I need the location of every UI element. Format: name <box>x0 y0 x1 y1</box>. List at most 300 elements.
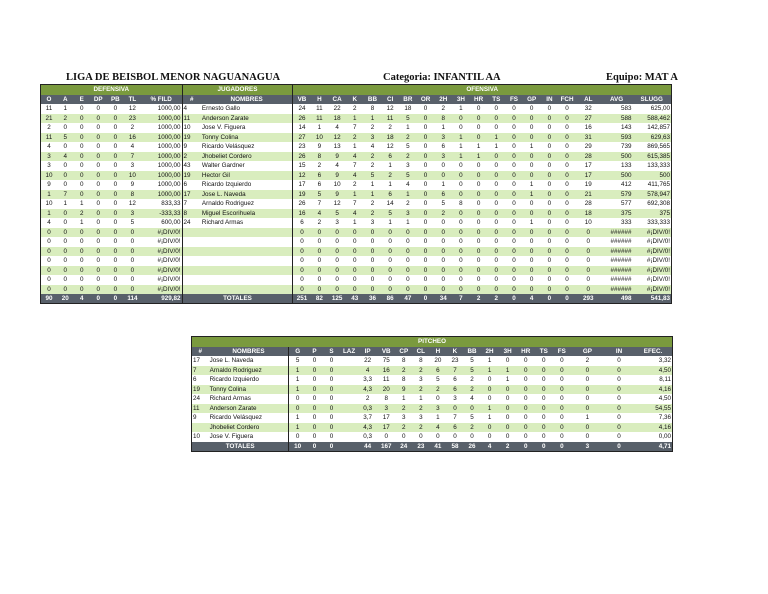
defense-cell: 0 <box>74 161 91 171</box>
offense-cell: 0 <box>452 123 470 133</box>
offense-cell: 0 <box>328 285 346 295</box>
offense-cell: 16 <box>293 209 311 219</box>
col-header: PB <box>107 95 125 104</box>
defense-cell: 0 <box>74 275 91 285</box>
col-header: IP <box>358 347 377 356</box>
pitching-cell: 0 <box>289 404 306 414</box>
player-name-cell: Jhobeliet Cordero <box>201 152 293 162</box>
defense-cell: 10 <box>124 171 141 181</box>
offense-cell: 0 <box>346 285 364 295</box>
offense-cell: 0 <box>487 180 505 190</box>
col-header: 3H <box>452 95 470 104</box>
offense-cell: 0 <box>558 114 576 124</box>
pitcher-name-cell: Jose L. Naveda <box>209 356 289 366</box>
defense-cell: 0 <box>90 133 107 143</box>
offense-cell: 0 <box>541 209 559 219</box>
offense-cell: 869,565 <box>632 142 671 152</box>
offense-cell: 0 <box>523 285 541 295</box>
offense-cell: 1 <box>487 133 505 143</box>
offense-cell: 0 <box>434 218 452 228</box>
col-header: # <box>182 95 201 104</box>
pitching-cell: 0 <box>323 375 340 385</box>
offense-cell: 29 <box>576 142 601 152</box>
col-header: OR <box>417 95 435 104</box>
jersey-number-cell: 11 <box>192 404 209 414</box>
offense-cell: 17 <box>576 171 601 181</box>
offense-cell: 0 <box>417 104 435 114</box>
pitching-cell: 0 <box>571 385 604 395</box>
pitching-cell: 1 <box>481 356 499 366</box>
offense-cell: 6 <box>311 171 329 181</box>
jersey-number-cell: 9 <box>182 142 201 152</box>
offense-cell: 577 <box>601 199 633 209</box>
pitching-cell: 2 <box>412 423 429 433</box>
player-name-cell: Ernesto Gallo <box>201 104 293 114</box>
pitching-cell <box>340 404 358 414</box>
pitching-cell: 3 <box>377 404 395 414</box>
offense-cell: 0 <box>558 199 576 209</box>
defense-cell: 5 <box>57 133 74 143</box>
column-header-row <box>192 347 673 356</box>
pitching-cell: 0 <box>553 385 571 395</box>
offense-cell: 1 <box>381 180 399 190</box>
offense-cell: 0 <box>541 256 559 266</box>
offense-cell: 5 <box>364 171 382 181</box>
offense-cell: 1 <box>523 190 541 200</box>
defense-cell: 0 <box>90 209 107 219</box>
pitching-cell: 0 <box>306 375 323 385</box>
offense-cell: 0 <box>293 237 311 247</box>
offense-cell: 0 <box>434 256 452 266</box>
total-cell: 0 <box>417 294 435 304</box>
defense-cell: -333,33 <box>141 209 182 219</box>
pitching-cell: 2 <box>412 366 429 376</box>
offense-cell: 0 <box>399 237 417 247</box>
offense-cell: 0 <box>487 247 505 257</box>
offense-cell: 0 <box>311 237 329 247</box>
pitching-cell <box>340 413 358 423</box>
pitching-cell: 1 <box>289 385 306 395</box>
defense-cell: 21 <box>41 114 58 124</box>
offense-cell: 0 <box>452 218 470 228</box>
col-header: HR <box>470 95 488 104</box>
pitching-cell: 0 <box>553 413 571 423</box>
total-cell: 167 <box>377 442 395 452</box>
offense-cell: 22 <box>328 104 346 114</box>
offense-cell: 0 <box>417 256 435 266</box>
pitching-cell <box>340 375 358 385</box>
defense-cell: 0 <box>107 237 125 247</box>
pitching-cell: 0 <box>499 404 517 414</box>
offense-cell: #¡DIV/0! <box>632 285 671 295</box>
pitching-cell: 1 <box>289 375 306 385</box>
offense-cell: #¡DIV/0! <box>632 266 671 276</box>
pitching-cell <box>340 385 358 395</box>
offense-cell: 2 <box>399 133 417 143</box>
defense-cell: 0 <box>41 285 58 295</box>
pitching-cell: 4,16 <box>634 423 672 433</box>
offense-cell: 0 <box>417 228 435 238</box>
defense-cell: 0 <box>74 237 91 247</box>
defense-cell: 23 <box>124 114 141 124</box>
offense-cell: 0 <box>505 228 523 238</box>
offense-cell: 6 <box>311 180 329 190</box>
offense-cell: 0 <box>541 190 559 200</box>
offense-cell: 0 <box>417 133 435 143</box>
total-cell: 0 <box>558 294 576 304</box>
offense-cell: 411,765 <box>632 180 671 190</box>
offense-cell: 0 <box>364 237 382 247</box>
jersey-number-cell: 17 <box>192 356 209 366</box>
offense-cell: 0 <box>558 266 576 276</box>
offense-cell: 0 <box>311 256 329 266</box>
total-cell <box>340 442 358 452</box>
offense-cell: 1 <box>452 133 470 143</box>
defense-cell: 0 <box>57 171 74 181</box>
offense-cell: 0 <box>293 247 311 257</box>
pitching-cell: 2 <box>463 375 480 385</box>
defense-cell: 0 <box>74 123 91 133</box>
pitching-cell: 4 <box>358 366 377 376</box>
col-header: NOMBRES <box>209 347 289 356</box>
player-name-cell: Jose V. Figuera <box>201 123 293 133</box>
pitching-cell: 5 <box>463 413 480 423</box>
defense-cell: 0 <box>41 237 58 247</box>
col-header: BR <box>399 95 417 104</box>
pitching-cell: 0 <box>289 394 306 404</box>
offense-cell: 1 <box>311 123 329 133</box>
section-pitcheo: PITCHEO <box>192 337 673 348</box>
pitching-cell: 1 <box>289 423 306 433</box>
defense-cell: 0 <box>57 161 74 171</box>
pitching-cell: 0 <box>517 394 535 404</box>
col-header: IN <box>604 347 634 356</box>
total-cell: 82 <box>311 294 329 304</box>
offense-cell: 0 <box>487 199 505 209</box>
offense-cell: 0 <box>417 247 435 257</box>
defense-cell: 0 <box>57 237 74 247</box>
jersey-number-cell: 10 <box>182 123 201 133</box>
offense-cell: 0 <box>452 190 470 200</box>
offense-cell: 0 <box>558 275 576 285</box>
pitching-cell: 22 <box>358 356 377 366</box>
table-row <box>192 394 673 404</box>
defense-cell: 0 <box>74 266 91 276</box>
offense-cell: 0 <box>541 228 559 238</box>
offense-cell: 2 <box>364 209 382 219</box>
offense-cell: 0 <box>541 275 559 285</box>
pitching-cell: 3 <box>446 394 463 404</box>
offense-cell: 2 <box>346 104 364 114</box>
pitching-cell: 0 <box>571 404 604 414</box>
offense-cell: 0 <box>434 161 452 171</box>
pitching-cell: 3,7 <box>358 413 377 423</box>
offense-cell: 0 <box>470 266 488 276</box>
offense-cell: 4 <box>328 161 346 171</box>
offense-cell: 1 <box>399 190 417 200</box>
defense-cell: 0 <box>107 285 125 295</box>
offense-cell: 0 <box>470 161 488 171</box>
pitching-cell: 0 <box>604 413 634 423</box>
pitching-cell: 0 <box>499 394 517 404</box>
defense-cell: 0 <box>57 285 74 295</box>
defense-cell: 0 <box>107 218 125 228</box>
offense-cell: 578,947 <box>632 190 671 200</box>
offense-cell: 0 <box>487 114 505 124</box>
offense-cell: 0 <box>311 228 329 238</box>
pitching-cell: 0 <box>571 432 604 442</box>
table-row <box>41 152 672 162</box>
offense-cell: 16 <box>576 123 601 133</box>
offense-cell: 0 <box>293 256 311 266</box>
offense-cell: 1 <box>381 218 399 228</box>
pitching-cell: 0 <box>571 375 604 385</box>
pitching-cell: 0 <box>481 375 499 385</box>
offense-cell: 593 <box>601 133 633 143</box>
pitching-cell: 0 <box>517 385 535 395</box>
offense-cell: 2 <box>364 199 382 209</box>
pitching-cell: 7,36 <box>634 413 672 423</box>
offense-cell: 0 <box>470 228 488 238</box>
defense-cell: 1000,00 <box>141 133 182 143</box>
pitching-cell: 0 <box>306 432 323 442</box>
pitching-cell: 0 <box>481 394 499 404</box>
pitching-cell: 0 <box>323 366 340 376</box>
section-header-row <box>192 337 673 348</box>
defense-cell: 0 <box>90 180 107 190</box>
offense-cell: 0 <box>541 133 559 143</box>
col-header: FCH <box>558 95 576 104</box>
offense-cell: 0 <box>452 171 470 181</box>
offense-cell: 133 <box>601 161 633 171</box>
offense-cell: 0 <box>487 104 505 114</box>
offense-cell: #¡DIV/0! <box>632 275 671 285</box>
defense-cell: 8 <box>124 190 141 200</box>
defense-cell: 0 <box>107 133 125 143</box>
jersey-number-cell <box>182 237 201 247</box>
offense-cell: 0 <box>505 237 523 247</box>
defense-cell: 1 <box>41 209 58 219</box>
defense-cell: 4 <box>41 218 58 228</box>
offense-cell: 0 <box>417 114 435 124</box>
offense-cell: 0 <box>364 228 382 238</box>
total-cell: 0 <box>90 294 107 304</box>
defense-cell: 10 <box>41 171 58 181</box>
offense-cell: 0 <box>452 161 470 171</box>
offense-cell: 0 <box>523 275 541 285</box>
player-rows <box>41 104 672 294</box>
offense-cell: 0 <box>293 285 311 295</box>
offense-cell: 692,308 <box>632 199 671 209</box>
offense-cell: 0 <box>417 285 435 295</box>
offense-cell: 0 <box>452 180 470 190</box>
defense-cell: 2 <box>124 123 141 133</box>
pitcher-name-cell: Richard Armas <box>209 394 289 404</box>
offense-cell: 0 <box>523 161 541 171</box>
offense-cell: 1 <box>523 180 541 190</box>
pitching-cell: 8 <box>395 375 412 385</box>
batting-fielding-table <box>40 84 672 304</box>
jersey-number-cell: 7 <box>192 366 209 376</box>
offense-cell: 0 <box>576 247 601 257</box>
offense-cell: 0 <box>558 133 576 143</box>
offense-cell: 6 <box>381 152 399 162</box>
offense-cell: 0 <box>523 256 541 266</box>
pitching-cell: 0 <box>481 423 499 433</box>
offense-cell: 0 <box>541 114 559 124</box>
defense-cell: 0 <box>74 133 91 143</box>
table-row <box>41 104 672 114</box>
total-cell: 7 <box>452 294 470 304</box>
table-row <box>41 209 672 219</box>
defense-cell: 0 <box>74 104 91 114</box>
defense-cell: 11 <box>41 104 58 114</box>
total-cell: 0 <box>604 442 634 452</box>
col-header: # <box>192 347 209 356</box>
defense-cell: 0 <box>107 228 125 238</box>
total-cell: 0 <box>306 442 323 452</box>
offense-cell: 1 <box>487 142 505 152</box>
defense-cell: 1000,00 <box>141 104 182 114</box>
defense-cell: #¡DIV/0! <box>141 285 182 295</box>
offense-cell: 0 <box>452 285 470 295</box>
defense-cell: 0 <box>74 114 91 124</box>
pitching-cell: 8,11 <box>634 375 672 385</box>
pitching-cell: 3,32 <box>634 356 672 366</box>
offense-cell: 133,333 <box>632 161 671 171</box>
total-cell: 58 <box>446 442 463 452</box>
offense-cell: 0 <box>364 247 382 257</box>
totals-row <box>192 442 673 452</box>
player-name-cell: Anderson Zarate <box>201 114 293 124</box>
defense-cell: 4 <box>124 142 141 152</box>
offense-cell: 0 <box>470 190 488 200</box>
pitching-cell: 0 <box>535 366 553 376</box>
total-cell: 23 <box>412 442 429 452</box>
total-cell: 0 <box>107 294 125 304</box>
offense-cell: 0 <box>505 142 523 152</box>
offense-cell: 6 <box>434 142 452 152</box>
jersey-number-cell: 19 <box>182 133 201 143</box>
offense-cell: 0 <box>541 142 559 152</box>
total-cell: 4 <box>481 442 499 452</box>
defense-cell: 0 <box>124 228 141 238</box>
total-cell: 2 <box>470 294 488 304</box>
pitching-cell: 4,3 <box>358 385 377 395</box>
offense-cell: 1 <box>470 142 488 152</box>
jersey-number-cell <box>182 275 201 285</box>
col-header: TS <box>487 95 505 104</box>
section-jugadores: JUGADORES <box>182 85 293 96</box>
pitching-cell: 4 <box>463 394 480 404</box>
defense-cell: 0 <box>41 228 58 238</box>
pitching-cell: 0 <box>517 413 535 423</box>
defense-cell: 0 <box>74 180 91 190</box>
offense-cell: 21 <box>576 190 601 200</box>
offense-cell: 14 <box>293 123 311 133</box>
offense-cell: 4 <box>364 142 382 152</box>
offense-cell: 1 <box>364 190 382 200</box>
col-header: E <box>74 95 91 104</box>
pitching-cell: 2 <box>463 385 480 395</box>
offense-cell: 3 <box>364 133 382 143</box>
offense-cell: 18 <box>328 114 346 124</box>
defense-cell: 1000,00 <box>141 152 182 162</box>
offense-cell: 739 <box>601 142 633 152</box>
pitching-cell: 0 <box>499 423 517 433</box>
offense-cell: 0 <box>487 209 505 219</box>
col-header: VB <box>377 347 395 356</box>
offense-cell: 0 <box>417 180 435 190</box>
offense-cell: 2 <box>364 161 382 171</box>
pitching-cell: 4,50 <box>634 394 672 404</box>
pitching-cell <box>340 432 358 442</box>
offense-cell: 12 <box>381 104 399 114</box>
pitching-cell: 0,3 <box>358 432 377 442</box>
offense-cell: 0 <box>452 275 470 285</box>
offense-cell: 0 <box>541 199 559 209</box>
offense-cell: 0 <box>293 266 311 276</box>
offense-cell: 0 <box>381 228 399 238</box>
offense-cell: ###### <box>601 275 633 285</box>
defense-cell: 0 <box>57 180 74 190</box>
pitching-cell: 3 <box>412 375 429 385</box>
offense-cell: 2 <box>434 104 452 114</box>
offense-cell: 19 <box>576 180 601 190</box>
offense-cell: 0 <box>470 237 488 247</box>
offense-cell: 8 <box>452 199 470 209</box>
defense-cell: 0 <box>107 180 125 190</box>
offense-cell: 5 <box>399 142 417 152</box>
pitching-cell: 0 <box>306 394 323 404</box>
pitching-cell: 0 <box>604 404 634 414</box>
offense-cell: #¡DIV/0! <box>632 247 671 257</box>
offense-cell: 0 <box>487 256 505 266</box>
pitching-cell: 1 <box>289 366 306 376</box>
offense-cell: 12 <box>328 199 346 209</box>
offense-cell: ###### <box>601 285 633 295</box>
pitching-cell: 0 <box>604 423 634 433</box>
offense-cell: 0 <box>417 123 435 133</box>
category-label: Categoria: INFANTIL AA <box>383 72 501 83</box>
offense-cell: 375 <box>601 209 633 219</box>
total-cell: 47 <box>399 294 417 304</box>
offense-cell: 1 <box>434 180 452 190</box>
defense-cell: 0 <box>41 275 58 285</box>
pitching-cell: 0 <box>289 432 306 442</box>
section-ofensiva: OFENSIVA <box>293 85 672 96</box>
offense-cell: 1 <box>452 104 470 114</box>
offense-cell: 0 <box>487 275 505 285</box>
total-cell: 4 <box>523 294 541 304</box>
defense-cell: 0 <box>90 285 107 295</box>
totals-row <box>41 294 672 304</box>
offense-cell: 0 <box>452 237 470 247</box>
pitching-cell: 0 <box>323 356 340 366</box>
offense-cell: 0 <box>487 237 505 247</box>
pitching-cell: 0 <box>535 404 553 414</box>
pitching-cell: 20 <box>377 385 395 395</box>
total-cell: 10 <box>289 442 306 452</box>
offense-cell: 10 <box>328 180 346 190</box>
total-cell: 498 <box>601 294 633 304</box>
table-row <box>192 366 673 376</box>
total-cell: 41 <box>429 442 446 452</box>
offense-cell: 0 <box>399 228 417 238</box>
pitching-cell: 0 <box>553 356 571 366</box>
offense-cell: 1 <box>523 218 541 228</box>
offense-cell: 143 <box>601 123 633 133</box>
